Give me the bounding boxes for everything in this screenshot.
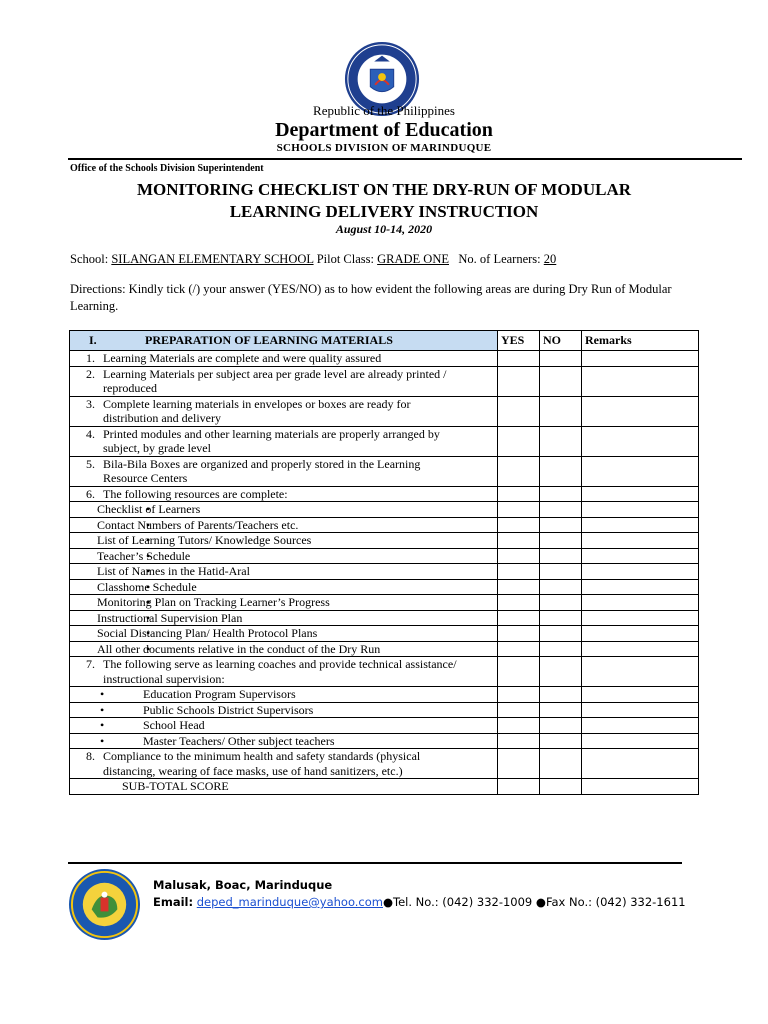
no-cell[interactable]	[540, 351, 582, 367]
school-value: SILANGAN ELEMENTARY SCHOOL	[111, 252, 314, 266]
table-row	[70, 641, 699, 657]
school-label: School:	[70, 252, 109, 266]
table-row	[70, 733, 699, 749]
no-cell[interactable]	[540, 641, 582, 657]
item-cell: 3. Complete learning materials in envelopes or boxes are ready for distribution and delivery	[70, 396, 498, 426]
no-cell[interactable]	[540, 366, 582, 396]
item-cell: 6. The following resources are complete:	[70, 486, 498, 502]
table-row	[70, 426, 699, 456]
yes-cell[interactable]	[498, 351, 540, 367]
no-cell[interactable]	[540, 517, 582, 533]
remarks-cell[interactable]	[582, 687, 699, 703]
remarks-cell[interactable]	[582, 533, 699, 549]
no-cell[interactable]	[540, 657, 582, 687]
learners-value: 20	[543, 252, 557, 266]
no-cell[interactable]	[540, 579, 582, 595]
item-cell: 1. Learning Materials are complete and were quality assured	[70, 351, 498, 367]
pilot-class-label: Pilot Class:	[316, 252, 374, 266]
title-line-2: LEARNING DELIVERY INSTRUCTION	[229, 202, 539, 221]
title-line-1: MONITORING CHECKLIST ON THE DRY-RUN OF MODULAR	[136, 180, 632, 199]
table-row	[70, 486, 699, 502]
table-row	[70, 456, 699, 486]
division-heading: SCHOOLS DIVISION OF MARINDUQUE	[276, 142, 492, 154]
resource-item: • Checklist of Learners	[70, 502, 498, 518]
yes-cell[interactable]	[498, 749, 540, 779]
table-row	[70, 548, 699, 564]
table-row	[70, 533, 699, 549]
no-cell[interactable]	[540, 564, 582, 580]
table-row	[70, 564, 699, 580]
yes-cell[interactable]	[498, 366, 540, 396]
no-cell[interactable]	[540, 733, 582, 749]
remarks-cell[interactable]	[582, 610, 699, 626]
no-cell[interactable]	[540, 396, 582, 426]
yes-cell[interactable]	[498, 687, 540, 703]
no-cell[interactable]	[540, 718, 582, 734]
remarks-cell[interactable]	[582, 486, 699, 502]
republic-heading: Republic of the Philippines	[313, 103, 455, 118]
pilot-class-value: GRADE ONE	[377, 252, 449, 266]
table-row	[70, 502, 699, 518]
yes-cell[interactable]	[498, 396, 540, 426]
coach-item: • Education Program Supervisors	[70, 687, 498, 703]
office-label: Office of the Schools Division Superintendent	[70, 163, 264, 174]
yes-subtotal-cell[interactable]	[498, 779, 540, 795]
remarks-cell[interactable]	[582, 657, 699, 687]
section-number: I.	[89, 333, 97, 348]
yes-cell[interactable]	[498, 426, 540, 456]
no-cell[interactable]	[540, 533, 582, 549]
monitoring-checklist-table	[69, 330, 699, 795]
yes-cell[interactable]	[498, 733, 540, 749]
table-row	[70, 702, 699, 718]
remarks-column-header: Remarks	[582, 331, 699, 351]
item-cell: 5. Bila-Bila Boxes are organized and properly stored in the Learning Resource Centers	[70, 456, 498, 486]
yes-cell[interactable]	[498, 626, 540, 642]
footer-divider	[68, 862, 682, 864]
yes-cell[interactable]	[498, 718, 540, 734]
section-title: PREPARATION OF LEARNING MATERIALS	[145, 333, 393, 348]
section-header	[70, 331, 498, 351]
no-cell[interactable]	[540, 687, 582, 703]
yes-column-header: YES	[498, 331, 540, 351]
remarks-cell[interactable]	[582, 579, 699, 595]
no-cell[interactable]	[540, 610, 582, 626]
coach-item: • School Head	[70, 718, 498, 734]
table-row	[70, 687, 699, 703]
no-cell[interactable]	[540, 749, 582, 779]
no-cell[interactable]	[540, 626, 582, 642]
yes-cell[interactable]	[498, 641, 540, 657]
item-cell: 4. Printed modules and other learning materials are properly arranged by subject, by grade level	[70, 426, 498, 456]
email-link[interactable]: deped_marinduque@yahoo.com	[196, 895, 383, 909]
table-row	[70, 657, 699, 687]
coach-item: • Master Teachers/ Other subject teachers	[70, 733, 498, 749]
footer-address: Malusak, Boac, Marinduque	[153, 878, 333, 892]
no-cell[interactable]	[540, 502, 582, 518]
table-row	[70, 517, 699, 533]
resource-item: • List of Names in the Hatid-Aral	[70, 564, 498, 580]
remarks-cell[interactable]	[582, 548, 699, 564]
coach-item: • Public Schools District Supervisors	[70, 702, 498, 718]
table-row	[70, 351, 699, 367]
deped-marinduque-logo-icon	[68, 868, 141, 941]
resource-item: • Contact Numbers of Parents/Teachers etc.	[70, 517, 498, 533]
no-cell[interactable]	[540, 595, 582, 611]
no-cell[interactable]	[540, 486, 582, 502]
learners-label: No. of Learners:	[458, 252, 541, 266]
remarks-cell[interactable]	[582, 595, 699, 611]
document-date: August 10-14, 2020	[335, 222, 433, 236]
yes-cell[interactable]	[498, 657, 540, 687]
yes-cell[interactable]	[498, 702, 540, 718]
remarks-cell[interactable]	[582, 733, 699, 749]
subtotal-row	[70, 779, 699, 795]
item-cell: 7. The following serve as learning coaches and provide technical assistance/ instructional supervision:	[70, 657, 498, 687]
header-divider	[68, 158, 742, 160]
table-header-row	[70, 331, 699, 351]
department-heading: Department of Education	[275, 119, 493, 141]
no-cell[interactable]	[540, 548, 582, 564]
resource-item: • All other documents relative in the conduct of the Dry Run	[70, 641, 498, 657]
phone-fax-text: ●Tel. No.: (042) 332-1009 ●Fax No.: (042) 332-1611	[383, 895, 686, 909]
yes-cell[interactable]	[498, 456, 540, 486]
yes-cell[interactable]	[498, 548, 540, 564]
yes-cell[interactable]	[498, 579, 540, 595]
table-row	[70, 366, 699, 396]
remarks-cell[interactable]	[582, 749, 699, 779]
table-row	[70, 579, 699, 595]
resource-item: • Instructional Supervision Plan	[70, 610, 498, 626]
yes-cell[interactable]	[498, 564, 540, 580]
table-row	[70, 626, 699, 642]
directions-text: Directions: Kindly tick (/) your answer (YES/NO) as to how evident the following areas are during Dry Run of Modular Learning.	[70, 282, 672, 313]
no-cell[interactable]	[540, 456, 582, 486]
resource-item: • Monitoring Plan on Tracking Learner’s Progress	[70, 595, 498, 611]
email-label: Email:	[153, 895, 194, 909]
remarks-cell[interactable]	[582, 702, 699, 718]
subtotal-label: SUB-TOTAL SCORE	[70, 779, 498, 795]
table-row	[70, 749, 699, 779]
yes-cell[interactable]	[498, 595, 540, 611]
no-subtotal-cell[interactable]	[540, 779, 582, 795]
table-row	[70, 595, 699, 611]
item-cell: 8. Compliance to the minimum health and safety standards (physical distancing, wearing of face masks, use of hand sanitizers, etc.)	[70, 749, 498, 779]
remarks-cell[interactable]	[582, 517, 699, 533]
yes-cell[interactable]	[498, 610, 540, 626]
yes-cell[interactable]	[498, 502, 540, 518]
remarks-cell[interactable]	[582, 426, 699, 456]
document-title	[0, 179, 768, 223]
school-info	[70, 252, 556, 267]
no-cell[interactable]	[540, 702, 582, 718]
remarks-cell[interactable]	[582, 641, 699, 657]
remarks-subtotal-cell[interactable]	[582, 779, 699, 795]
resource-item: • Social Distancing Plan/ Health Protocol Plans	[70, 626, 498, 642]
remarks-cell[interactable]	[582, 366, 699, 396]
remarks-cell[interactable]	[582, 718, 699, 734]
yes-cell[interactable]	[498, 533, 540, 549]
item-cell: 2. Learning Materials per subject area per grade level are already printed / reproduced	[70, 366, 498, 396]
yes-cell[interactable]	[498, 517, 540, 533]
remarks-cell[interactable]	[582, 351, 699, 367]
table-row	[70, 610, 699, 626]
yes-cell[interactable]	[498, 486, 540, 502]
resource-item: • Classhome Schedule	[70, 579, 498, 595]
resource-item: • Teacher’s Schedule	[70, 548, 498, 564]
remarks-cell[interactable]	[582, 456, 699, 486]
remarks-cell[interactable]	[582, 564, 699, 580]
remarks-cell[interactable]	[582, 626, 699, 642]
table-row	[70, 718, 699, 734]
table-row	[70, 396, 699, 426]
no-cell[interactable]	[540, 426, 582, 456]
remarks-cell[interactable]	[582, 396, 699, 426]
resource-item: • List of Learning Tutors/ Knowledge Sources	[70, 533, 498, 549]
no-column-header: NO	[540, 331, 582, 351]
remarks-cell[interactable]	[582, 502, 699, 518]
footer-contact	[153, 895, 686, 909]
